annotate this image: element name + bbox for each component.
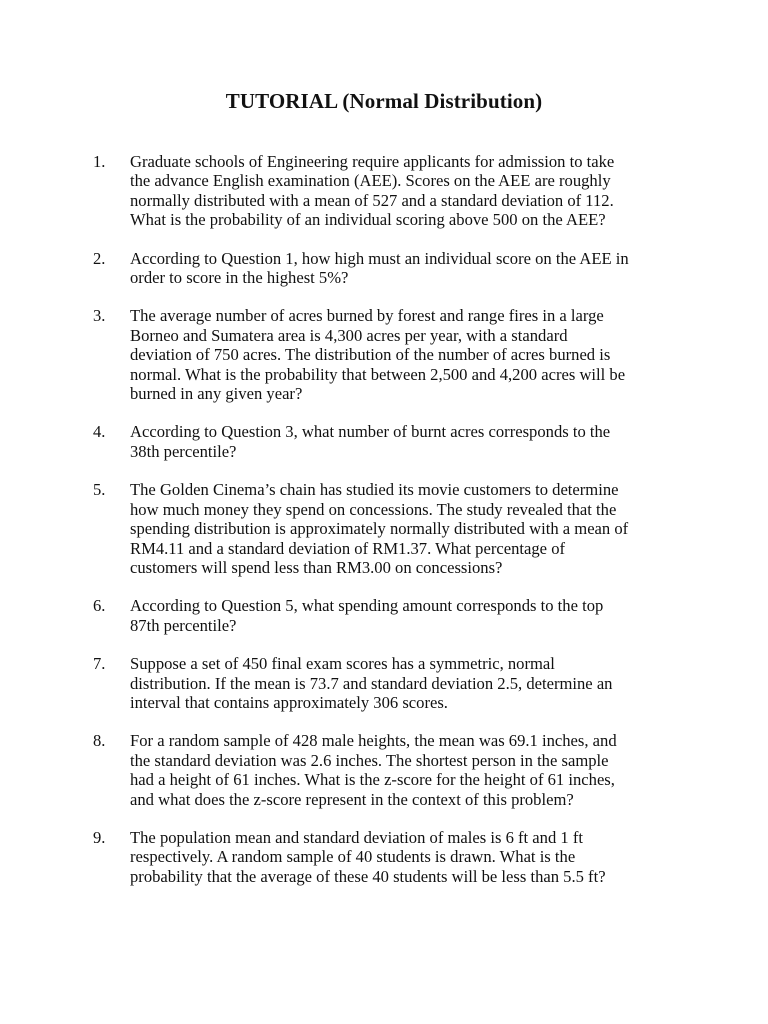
question-text-line: normal. What is the probability that between 2,500 and 4,200 acres will be [130, 364, 626, 384]
question-text-line: how much money they spend on concessions. The study revealed that the [130, 499, 617, 519]
question-text-line: According to Question 3, what number of burnt acres corresponds to the [130, 422, 611, 442]
question-text-line: Borneo and Sumatera area is 4,300 acres per year, with a standard [130, 325, 568, 345]
question-number: 7. [93, 654, 106, 674]
question-text-line: For a random sample of 428 male heights, the mean was 69.1 inches, and [130, 731, 617, 751]
question-item [93, 654, 683, 712]
question-text [130, 731, 683, 809]
question-text-line: Suppose a set of 450 final exam scores has a symmetric, normal [130, 654, 555, 674]
question-item [93, 249, 683, 288]
question-text-line: normally distributed with a mean of 527 and a standard deviation of 112. [130, 190, 614, 210]
question-text-line: probability that the average of these 40 students will be less than 5.5 ft? [130, 866, 606, 886]
question-text-line: the advance English examination (AEE). Scores on the AEE are roughly [130, 171, 611, 191]
question-number: 4. [93, 422, 106, 442]
question-text [130, 152, 683, 230]
question-item [93, 152, 683, 230]
question-text [130, 422, 683, 461]
question-text-line: and what does the z-score represent in the context of this problem? [130, 789, 574, 809]
question-number: 8. [93, 731, 106, 751]
question-text-line: The population mean and standard deviation of males is 6 ft and 1 ft [130, 827, 583, 847]
question-text-line: What is the probability of an individual scoring above 500 on the AEE? [130, 210, 606, 230]
question-text-line: 87th percentile? [130, 615, 237, 635]
question-number: 3. [93, 306, 106, 326]
question-text [130, 828, 683, 886]
question-text [130, 596, 683, 635]
question-text-line: 38th percentile? [130, 441, 237, 461]
question-item [93, 422, 683, 461]
question-text-line: had a height of 61 inches. What is the z-score for the height of 61 inches, [130, 770, 615, 790]
question-item [93, 731, 683, 809]
question-text-line: Graduate schools of Engineering require applicants for admission to take [130, 152, 615, 171]
question-number: 5. [93, 480, 106, 500]
question-text [130, 480, 683, 577]
question-item [93, 828, 683, 886]
question-number: 1. [93, 152, 106, 171]
question-item [93, 596, 683, 635]
question-text-line: According to Question 1, how high must an individual score on the AEE in [130, 248, 629, 268]
question-text [130, 654, 683, 712]
question-list [93, 152, 683, 905]
question-number: 2. [93, 248, 106, 268]
question-text-line: According to Question 5, what spending amount corresponds to the top [130, 596, 604, 616]
question-text-line: deviation of 750 acres. The distribution of the number of acres burned is [130, 345, 611, 365]
question-text-line: RM4.11 and a standard deviation of RM1.37. What percentage of [130, 538, 566, 558]
page-title: TUTORIAL (Normal Distribution) [225, 89, 543, 113]
question-text-line: interval that contains approximately 306 scores. [130, 692, 448, 712]
question-text-line: distribution. If the mean is 73.7 and standard deviation 2.5, determine an [130, 673, 613, 693]
question-text-line: The average number of acres burned by forest and range fires in a large [130, 306, 604, 326]
question-text-line: order to score in the highest 5%? [130, 268, 349, 288]
question-text-line: spending distribution is approximately normally distributed with a mean of [130, 519, 629, 539]
question-text-line: respectively. A random sample of 40 students is drawn. What is the [130, 847, 576, 867]
question-text [130, 306, 683, 403]
question-text-line: customers will spend less than RM3.00 on concessions? [130, 557, 503, 577]
question-item [93, 306, 683, 403]
question-text-line: burned in any given year? [130, 384, 303, 404]
question-number: 6. [93, 596, 106, 616]
question-text [130, 249, 683, 288]
question-item [93, 480, 683, 577]
question-text-line: the standard deviation was 2.6 inches. The shortest person in the sample [130, 750, 609, 770]
question-number: 9. [93, 827, 106, 847]
question-text-line: The Golden Cinema’s chain has studied its movie customers to determine [130, 480, 619, 500]
